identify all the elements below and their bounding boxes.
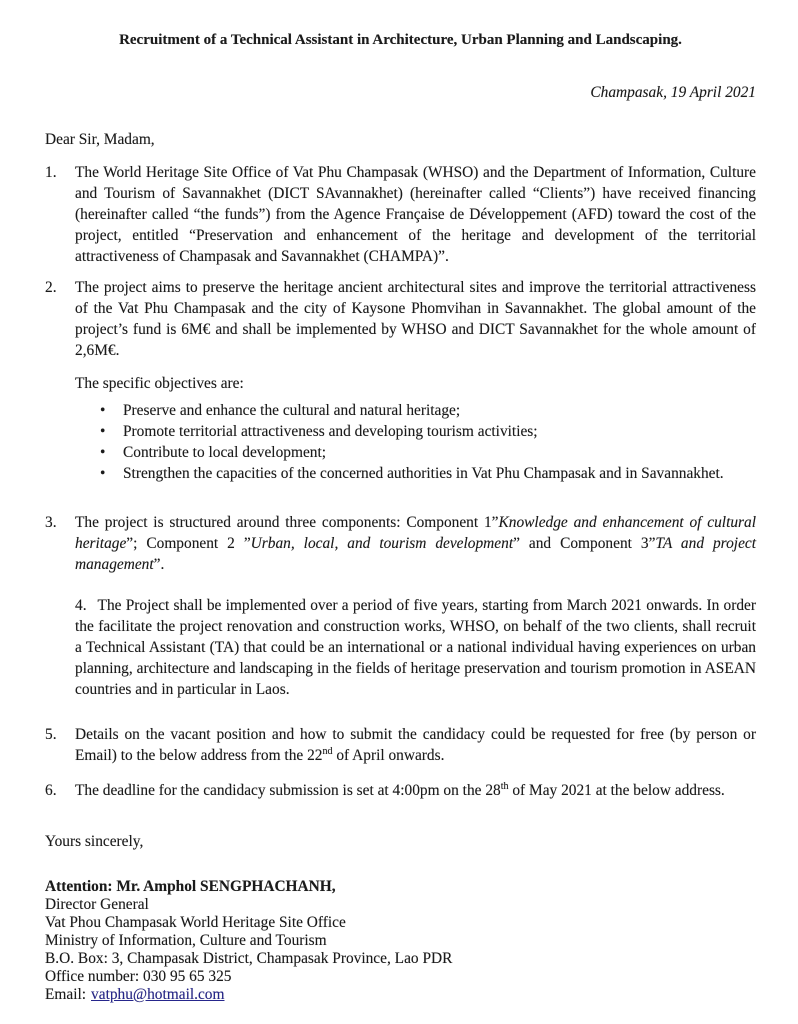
paragraph-4-number: 4. — [75, 597, 87, 614]
component-3-title: TA and project management — [75, 535, 757, 573]
signature-ministry: Ministry of Information, Culture and Tourism — [45, 932, 327, 949]
attention-line: Attention: Mr. Amphol SENGPHACHANH, — [45, 878, 336, 895]
bullet-icon: • — [100, 444, 106, 461]
objective-text: Strengthen the capacities of the concerned authorities in Vat Phu Champasak and in Savannakhet. — [123, 465, 724, 482]
ordinal-suffix: th — [500, 780, 509, 792]
salutation: Dear Sir, Madam, — [45, 131, 155, 148]
paragraph-5 — [45, 724, 756, 766]
paragraph-3-number: 3. — [45, 514, 57, 531]
bullet-icon: • — [100, 465, 106, 482]
paragraph-5-number: 5. — [45, 726, 57, 743]
objectives-list — [100, 400, 756, 484]
email-link[interactable]: vatphu@hotmail.com — [91, 986, 225, 1003]
email-label: Email: — [45, 986, 87, 1003]
paragraph-1-text: The World Heritage Site Office of Vat Phu Champasak (WHSO) and the Department of Information, Culture and Tourism of Savannakhet (DICT SAvannakhet) (hereinafter called “Clients”) have received financing (hereinafter called “the funds”) from the Agence Française de Développement (AFD) toward the cost of the project, entitled “Preservation and enhancement of the heritage and development of the territorial attractiveness of Champasak and Savannakhet (CHAMPA)”. — [75, 164, 756, 265]
paragraph-6 — [45, 780, 756, 801]
objective-text: Promote territorial attractiveness and developing tourism activities; — [123, 423, 538, 440]
paragraph-6-text: The deadline for the candidacy submission is set at 4:00pm on the 28th of May 2021 at the below address. — [75, 780, 725, 799]
component-2-title: Urban, local, and tourism development — [250, 535, 514, 552]
paragraph-3 — [45, 512, 756, 575]
paragraph-2-text: The project aims to preserve the heritage ancient architectural sites and improve the territorial attractiveness of the Vat Phu Champasak and the city of Kaysone Phomvihan in Savannakhet. The global amount of the project’s fund is 6M€ and shall be implemented by WHSO and DICT Savannakhet for the whole amount of 2,6M€. — [75, 279, 756, 359]
ordinal-suffix: nd — [322, 745, 333, 757]
signature-address: B.O. Box: 3, Champasak District, Champasak Province, Lao PDR — [45, 950, 453, 967]
paragraph-6-number: 6. — [45, 782, 57, 799]
paragraph-5-text: Details on the vacant position and how to submit the candidacy could be requested for free (by person or Email) to the below address from the 22nd of April onwards. — [75, 726, 756, 764]
paragraph-2-number: 2. — [45, 279, 57, 296]
bullet-icon: • — [100, 402, 106, 419]
signature-block — [45, 878, 756, 1004]
objectives-intro: The specific objectives are: — [75, 375, 244, 392]
signature-title: Director General — [45, 896, 149, 913]
list-item — [100, 400, 756, 421]
paragraph-3-text: The project is structured around three components: Component 1”Knowledge and enhancement of cultural heritage”; Component 2 ”Urban, local, and tourism development” and Component 3”TA and project management”. — [75, 514, 757, 573]
signature-phone: Office number: 030 95 65 325 — [45, 968, 232, 985]
component-1-title: Knowledge and enhancement of cultural heritage — [75, 514, 756, 552]
paragraph-2 — [45, 277, 756, 361]
signature-office: Vat Phou Champasak World Heritage Site Office — [45, 914, 346, 931]
paragraph-4-text: The Project shall be implemented over a period of five years, starting from March 2021 onwards. In order the facilitate the project renovation and construction works, WHSO, on behalf of the two clients, shall recruit a Technical Assistant (TA) that could be an international or a national individual having experiences on urban planning, architecture and landscaping in the fields of heritage preservation and tourism promotion in ASEAN countries and in particular in Laos. — [75, 597, 756, 698]
signature-email-row — [45, 986, 756, 1004]
paragraph-1-number: 1. — [45, 164, 57, 181]
list-item — [100, 463, 756, 484]
closing: Yours sincerely, — [45, 833, 144, 850]
paragraph-4 — [75, 595, 756, 700]
letter-title: Recruitment of a Technical Assistant in Architecture, Urban Planning and Landscaping. — [119, 32, 682, 48]
objective-text: Preserve and enhance the cultural and natural heritage; — [123, 402, 461, 419]
paragraph-1 — [45, 162, 756, 267]
objective-text: Contribute to local development; — [123, 444, 327, 461]
list-item — [100, 421, 756, 442]
dateline: Champasak, 19 April 2021 — [590, 84, 756, 101]
list-item — [100, 442, 756, 463]
bullet-icon: • — [100, 423, 106, 440]
